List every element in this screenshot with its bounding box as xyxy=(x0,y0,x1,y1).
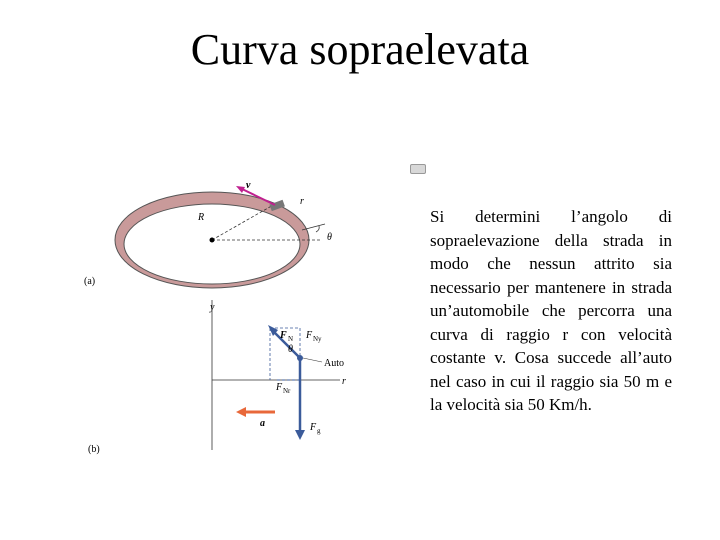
label-R: R xyxy=(198,212,205,223)
slide-title: Curva sopraelevata xyxy=(190,25,530,74)
figure-svg xyxy=(70,160,400,460)
label-fny: F xyxy=(306,330,313,341)
physics-figure xyxy=(70,160,400,460)
label-theta: θ xyxy=(327,232,332,243)
label-fnr-sub: Nr xyxy=(283,387,291,395)
label-fny-sub: Ny xyxy=(313,335,322,343)
sound-icon[interactable] xyxy=(410,164,426,174)
panel-a-track xyxy=(115,186,325,288)
label-v: v xyxy=(246,180,251,191)
label-x: r xyxy=(342,376,346,387)
label-fn: F xyxy=(280,330,287,341)
label-fg: F xyxy=(310,422,317,433)
panel-b-label: (b) xyxy=(88,444,100,455)
label-fn-sub: N xyxy=(288,335,294,343)
label-auto: Auto xyxy=(324,358,344,369)
label-a: a xyxy=(260,418,265,429)
problem-text: Si determini l’angolo di sopraelevazione della strada in modo che nessun attrito sia necessario per mantenere in strada un’automobile che percorra una curva di raggio r con velocità costante v. Cosa succede all’auto nel caso in cui il raggio sia 50 m e la velocità sia 50 Km/h. xyxy=(430,207,672,414)
panel-b-axes xyxy=(212,300,340,450)
label-fg-sub: g xyxy=(317,427,321,435)
label-r: r xyxy=(300,196,304,207)
panel-a-label: (a) xyxy=(84,276,96,287)
label-y: y xyxy=(210,302,215,313)
label-theta2: θ xyxy=(288,344,293,355)
label-fnr: F xyxy=(276,382,283,393)
